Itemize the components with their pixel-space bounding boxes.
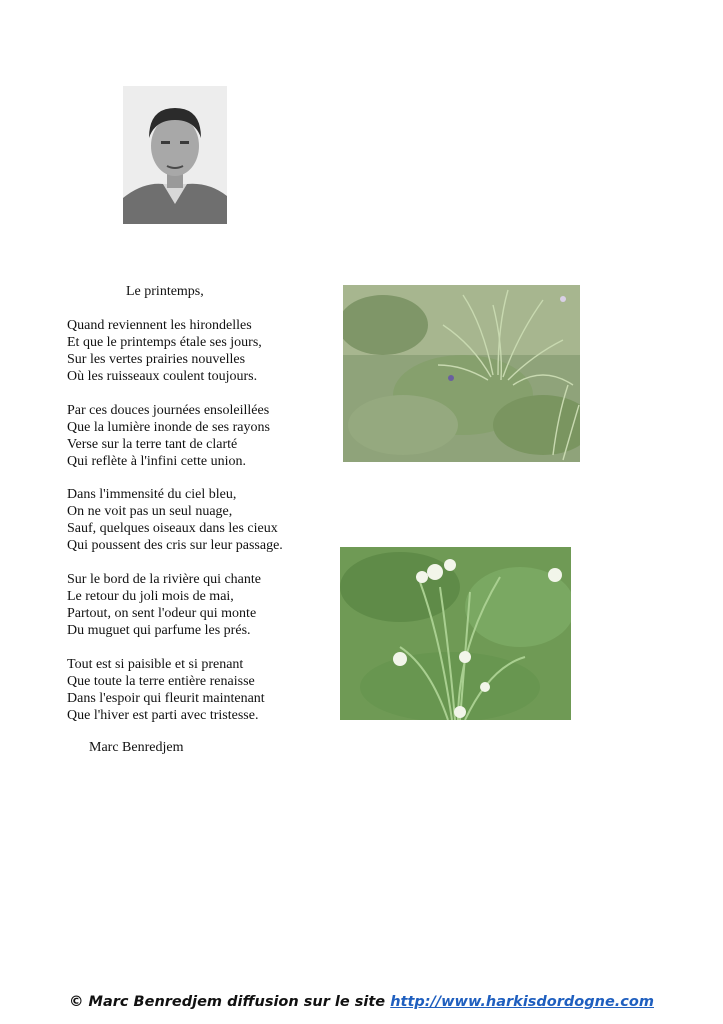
poem-line: Partout, on sent l'odeur qui monte: [67, 606, 257, 621]
poem-line: Qui reflète à l'infini cette union.: [67, 454, 247, 469]
poem-title: Le printemps,: [126, 284, 204, 299]
stanza-2: [67, 402, 270, 470]
poem-line: Tout est si paisible et si prenant: [67, 657, 244, 672]
footer-text: © Marc Benredjem diffusion sur le site: [69, 994, 391, 1010]
poem-line: Que la lumière inonde de ses rayons: [67, 420, 270, 435]
poem-line: Où les ruisseaux coulent toujours.: [67, 369, 258, 384]
poem-line: Dans l'immensité du ciel bleu,: [67, 487, 237, 502]
stanza-3: [67, 486, 283, 554]
poem-line: On ne voit pas un seul nuage,: [67, 504, 233, 519]
poem-line: Sauf, quelques oiseaux dans les cieux: [67, 521, 278, 536]
stanza-4: [67, 571, 261, 639]
poem-line: Qui poussent des cris sur leur passage.: [67, 538, 283, 553]
poem-line: Sur les vertes prairies nouvelles: [67, 352, 246, 367]
grass-photo: [343, 285, 580, 462]
poem-line: Que l'hiver est parti avec tristesse.: [67, 708, 259, 723]
poem-line: Par ces douces journées ensoleillées: [67, 403, 270, 418]
poem-line: Quand reviennent les hirondelles: [67, 318, 252, 333]
footer-copyright: [0, 994, 723, 1010]
author-portrait: [123, 86, 227, 224]
author-signature: Marc Benredjem: [89, 740, 184, 755]
footer-link[interactable]: http://www.harkisdordogne.com: [390, 994, 654, 1010]
poem-line: Dans l'espoir qui fleurit maintenant: [67, 691, 265, 706]
poem-line: Et que le printemps étale ses jours,: [67, 335, 262, 350]
daffodils-photo: [340, 547, 571, 720]
poem-line: Sur le bord de la rivière qui chante: [67, 572, 261, 587]
poem-line: Que toute la terre entière renaisse: [67, 674, 255, 689]
poem-line: Du muguet qui parfume les prés.: [67, 623, 251, 638]
stanza-5: [67, 656, 265, 724]
poem-line: Verse sur la terre tant de clarté: [67, 437, 238, 452]
poem-line: Le retour du joli mois de mai,: [67, 589, 234, 604]
stanza-1: [67, 317, 262, 385]
